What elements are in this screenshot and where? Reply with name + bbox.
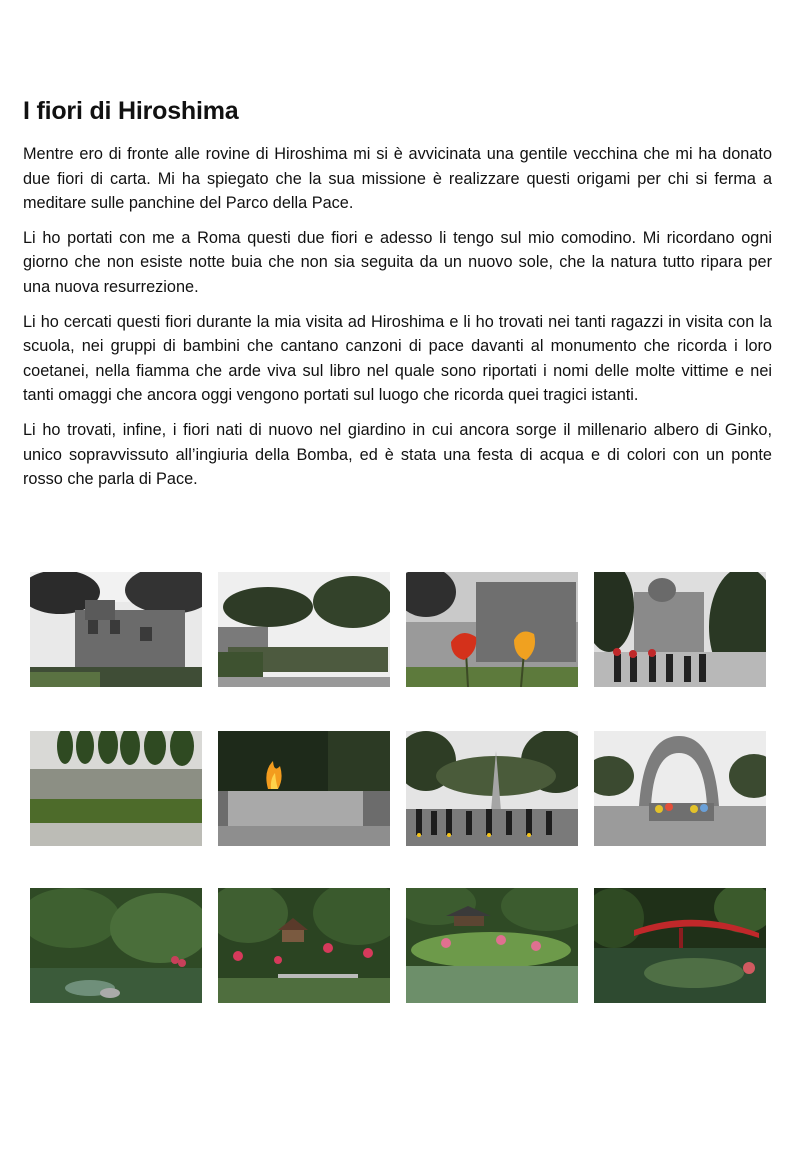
photo-red-bridge[interactable] (594, 888, 766, 1003)
photo-paper-flowers-red-yellow[interactable] (406, 572, 578, 687)
photo-pavilion-over-pond[interactable] (406, 888, 578, 1003)
paragraph-1: Mentre ero di fronte alle rovine di Hiroshima mi si è avvicinata una gentile vecchina che mi ha donato due fiori di carta. Mi ha spiegato che la sua missione è realizzare questi origami per chi si ferma a meditare sulle panchine del Parco della Pace. (23, 145, 772, 213)
photo-garden-pavilion-azaleas[interactable] (218, 888, 390, 1003)
paragraph-3: Li ho cercati questi fiori durante la mia visita ad Hiroshima e li ho trovati nei tanti ragazzi in visita con la scuola, nei gruppi di bambini che cantano canzoni di pace davanti al monumento che ricorda i loro coetanei, nella fiamma che arde viva sul libro nel quale sono riportati i nomi delle molte vittime e nei tanti omaggi che ancora oggi vengono portati sul luogo che ricorda quei tragici istanti. (23, 312, 772, 405)
photo-dome-ruins-wide[interactable] (218, 572, 390, 687)
paragraph-4: Li ho trovati, infine, i fiori nati di nuovo nel giardino in cui ancora sorge il millenario albero di Ginko, unico sopravvissuto all’ingiuria della Bomba, ed è stata una festa di acqua e di colori con un ponte rosso che parla di Pace. (23, 420, 772, 489)
article-title: I fiori di Hiroshima (23, 97, 239, 125)
photo-peace-flame[interactable] (218, 731, 390, 846)
photo-atomic-bomb-dome-trees[interactable] (30, 572, 202, 687)
photo-cenotaph-arch[interactable] (594, 731, 766, 846)
photo-garden-pond[interactable] (30, 888, 202, 1003)
article (23, 96, 772, 502)
paragraph-2: Li ho portati con me a Roma questi due fiori e adesso li tengo sul mio comodino. Mi ricordano ogni giorno che non esiste notte buia che non sia seguita da un nuovo sole, che la natura tutto ripara per una nuova resurrezione. (23, 228, 772, 296)
photo-students-at-dome[interactable] (594, 572, 766, 687)
photo-pool-with-hedges[interactable] (30, 731, 202, 846)
photo-children-peace-monument[interactable] (406, 731, 578, 846)
